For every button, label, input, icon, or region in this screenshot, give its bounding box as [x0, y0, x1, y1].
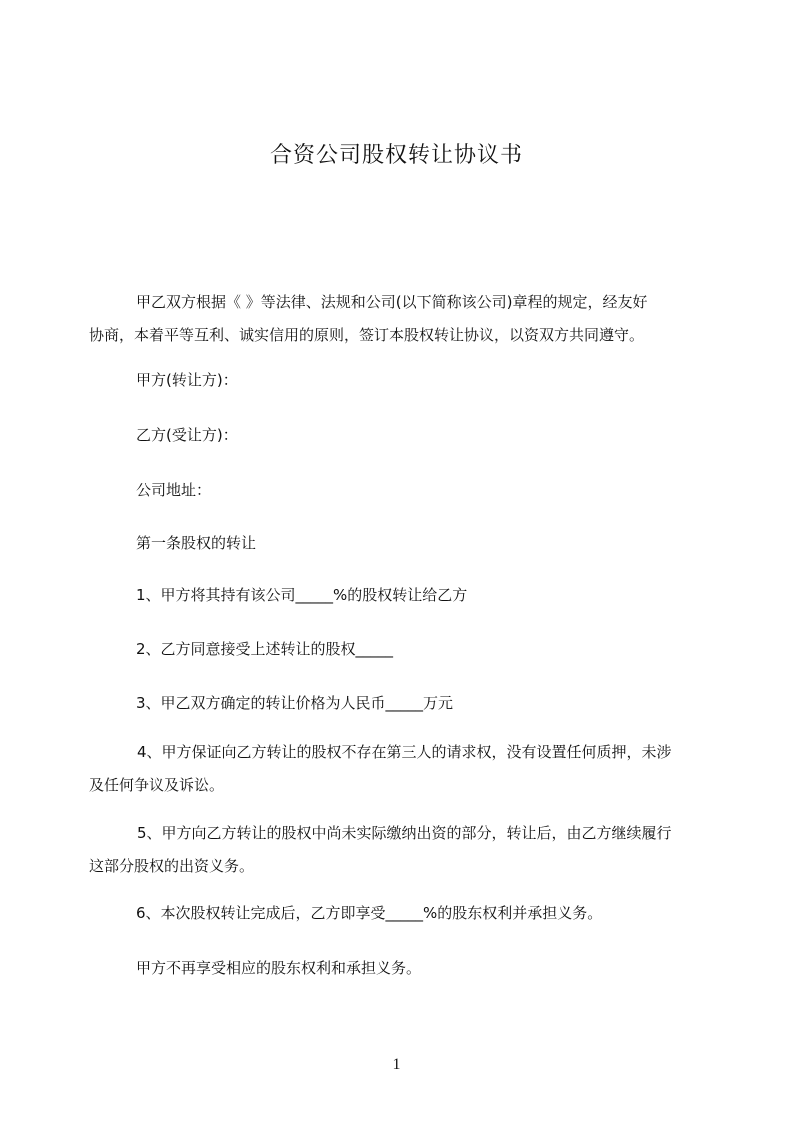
- clause-1: 1、甲方将其持有该公司_____%的股权转让给乙方: [136, 586, 468, 604]
- document-title: 合资公司股权转让协议书: [269, 143, 523, 168]
- clause-4: [89, 736, 689, 802]
- clause-6: 6、本次股权转让完成后，乙方即享受_____%的股东权利并承担义务。: [136, 904, 603, 922]
- intro-paragraph: [89, 286, 704, 352]
- clause-6-continuation: 甲方不再享受相应的股东权利和承担义务。: [136, 959, 422, 977]
- article-1-heading: 第一条股权的转让: [136, 534, 257, 552]
- intro-line-2: 协商，本着平等互利、诚实信用的原则，签订本股权转让协议，以资双方共同遵守。: [89, 326, 645, 344]
- company-address-label: 公司地址：: [136, 481, 212, 499]
- page-number: 1: [392, 1056, 401, 1073]
- clause-4-line-2: 及任何争议及诉讼。: [89, 776, 225, 794]
- clause-2: 2、乙方同意接受上述转让的股权_____: [136, 640, 394, 658]
- clause-5-line-2: 这部分股权的出资义务。: [89, 857, 255, 875]
- party-a-label: 甲方(转让方)：: [136, 371, 238, 389]
- intro-line-1: 甲乙双方根据《 》等法律、法规和公司(以下简称该公司)章程的规定，经友好: [136, 293, 648, 311]
- party-b-label: 乙方(受让方)：: [136, 426, 238, 444]
- clause-4-line-1: 4、甲方保证向乙方转让的股权不存在第三人的请求权，没有设置任何质押，未涉: [137, 743, 672, 761]
- clause-3: 3、甲乙双方确定的转让价格为人民币_____万元: [136, 694, 454, 712]
- clause-5-line-1: 5、甲方向乙方转让的股权中尚未实际缴纳出资的部分，转让后，由乙方继续履行: [137, 824, 672, 842]
- clause-5: [89, 817, 689, 883]
